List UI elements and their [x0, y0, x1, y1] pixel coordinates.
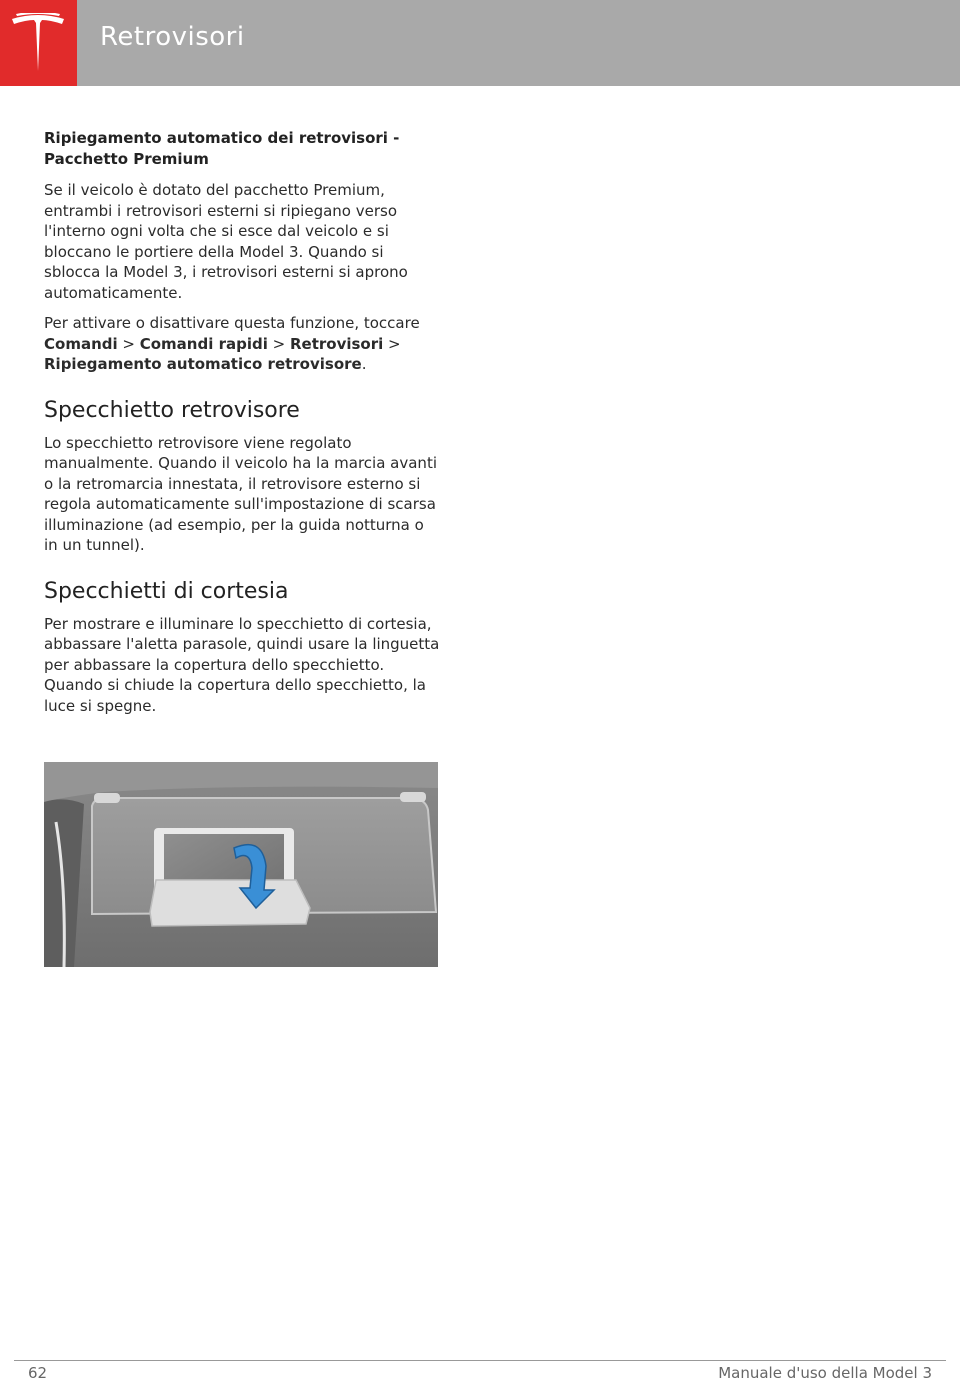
- manual-title: Manuale d'uso della Model 3: [718, 1364, 932, 1382]
- menu-path-ripiegamento: Ripiegamento automatico retrovisore: [44, 355, 362, 373]
- paragraph-toggle-instructions: Per attivare o disattivare questa funzione, toccare Comandi > Comandi rapidi > Retrovisori > Ripiegamento automatico retrovisore.: [44, 314, 420, 373]
- tesla-t-icon: [10, 13, 66, 73]
- footer-divider: [14, 1360, 946, 1361]
- menu-path-retrovisori: Retrovisori: [289, 334, 384, 353]
- tesla-logo: [0, 0, 77, 86]
- page-title: Retrovisori: [100, 22, 245, 52]
- section-subheading: Ripiegamento automatico dei retrovisori - Pacchetto Premium: [44, 129, 400, 168]
- vanity-mirror-illustration: [44, 762, 438, 967]
- menu-path-comandi: Comandi: [44, 334, 118, 353]
- page-header: [0, 0, 960, 86]
- paragraph-vanity-mirror: Per mostrare e illuminare lo specchietto di cortesia, abbassare l'aletta parasole, quindi usare la linguetta per abbassare la copertura dello specchietto. Quando si chiude la copertura dello specchietto, la luce si spegne.: [44, 614, 440, 715]
- page-number: 62: [28, 1364, 48, 1382]
- paragraph-rearview-mirror: Lo specchietto retrovisore viene regolato manualmente. Quando il veicolo ha la marcia avanti o la retromarcia innestata, il retrovisore esterno si regola automaticamente sull'impostazione di scarsa illuminazione (ad esempio, per la guida notturna o in un tunnel).: [44, 433, 437, 554]
- main-content: [44, 128, 440, 726]
- heading-specchietto-retrovisore: Specchietto retrovisore: [44, 397, 300, 423]
- menu-path-comandi-rapidi: Comandi rapidi: [139, 334, 268, 353]
- paragraph-auto-fold: Se il veicolo è dotato del pacchetto Premium, entrambi i retrovisori esterni si ripiegano verso l'interno ogni volta che si esce dal veicolo e si bloccano le portiere della Model 3. Quando si sblocca la Model 3, i retrovisori esterni si aprono automaticamente.: [44, 181, 408, 302]
- heading-specchietti-cortesia: Specchietti di cortesia: [44, 578, 289, 604]
